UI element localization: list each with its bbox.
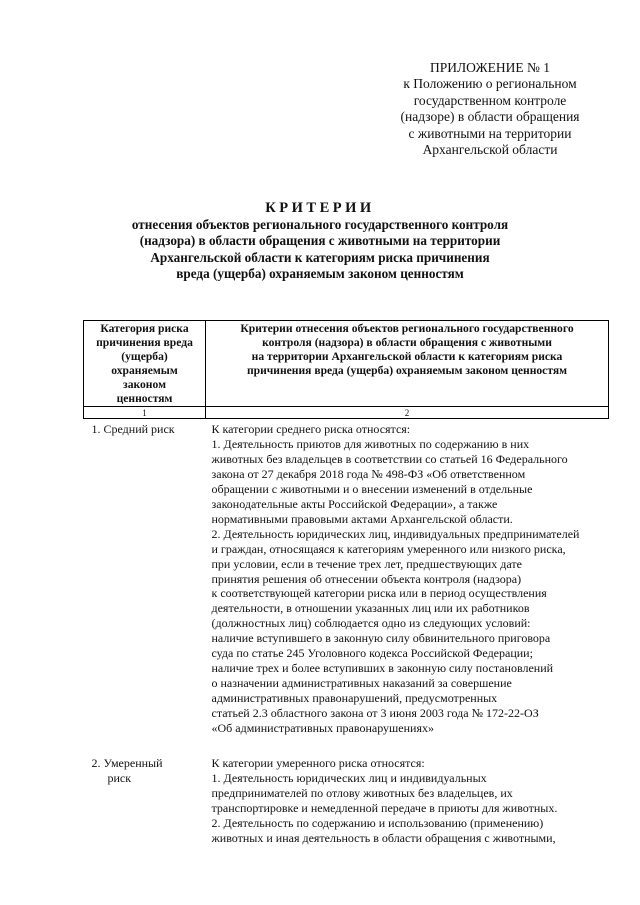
criteria-line: к соответствующей категории риска или в период осуществления bbox=[211, 586, 547, 601]
header-line: контроля (надзора) в области обращения с животными bbox=[262, 335, 552, 349]
header-criteria bbox=[206, 321, 609, 407]
annex-line: с животными на территории bbox=[408, 125, 572, 141]
document-title: КРИТЕРИИ bbox=[265, 200, 375, 216]
annex-heading bbox=[370, 60, 610, 158]
risk-category bbox=[84, 419, 206, 736]
criteria-table bbox=[83, 320, 609, 846]
criteria-line: деятельности, в отношении указанных лиц или их работников bbox=[211, 601, 530, 616]
criteria-line: обращении с животными и о внесении изменений в отдельные bbox=[211, 482, 533, 497]
criteria-line: нормативными правовыми актами Архангельской области. bbox=[211, 511, 513, 526]
criteria-line: административных правонарушений, предусмотренных bbox=[211, 690, 498, 705]
criteria-line: при условии, если в течение трех лет, предшествующих дате bbox=[211, 556, 522, 571]
criteria-line: наличие трех и более вступивших в законную силу постановлений bbox=[211, 660, 554, 675]
criteria-line: 2. Деятельность по содержанию и использованию (применению) bbox=[211, 816, 544, 831]
criteria-line: животных и иная деятельность в области обращения с животными, bbox=[211, 831, 556, 845]
annex-line: ПРИЛОЖЕНИЕ № 1 bbox=[429, 60, 551, 75]
criteria-line: и граждан, относящаяся к категориям умеренного или низкого риска, bbox=[211, 541, 566, 556]
criteria-line: 2. Деятельность юридических лиц, индивидуальных предпринимателей bbox=[211, 526, 580, 541]
header-line: причинения вреда (ущерба) охраняемым законом ценностям bbox=[246, 363, 568, 377]
criteria-line: суда по статье 245 Уголовного кодекса Российской Федерации; bbox=[211, 646, 533, 661]
subtitle-line: Архангельской области к категориям риска причинения bbox=[150, 249, 490, 265]
criteria-line: предпринимателей по отлову животных без владельцев, их bbox=[211, 786, 513, 801]
risk-category bbox=[84, 753, 206, 845]
criteria-line: законодательные акты Российской Федерации», а также bbox=[211, 496, 498, 511]
header-line: Критерии отнесения объектов регионального государственного bbox=[240, 322, 574, 335]
row-spacer bbox=[84, 735, 609, 753]
category-line: риск bbox=[107, 771, 132, 786]
criteria-line: наличие вступившего в законную силу обвинительного приговора bbox=[211, 631, 551, 646]
table-header-row bbox=[84, 321, 609, 407]
criteria-line: К категории среднего риска относятся: bbox=[211, 422, 411, 437]
criteria-line: животных без владельцев в соответствии со статьей 16 Федерального bbox=[211, 452, 568, 467]
table-row bbox=[84, 419, 609, 736]
header-line: охраняемым bbox=[111, 363, 178, 377]
category-line: 1. Средний риск bbox=[91, 422, 175, 437]
column-number: 2 bbox=[206, 407, 609, 419]
criteria-line: транспортировке и немедленной передаче в приюты для животных. bbox=[211, 801, 558, 816]
annex-line: к Положению о региональном bbox=[403, 76, 577, 92]
criteria-line: К категории умеренного риска относятся: bbox=[211, 756, 425, 771]
header-line: ценностям bbox=[116, 391, 173, 405]
annex-line: государственном контроле bbox=[413, 92, 567, 108]
criteria-line: «Об административных правонарушениях» bbox=[211, 720, 434, 735]
annex-line: (надзоре) в области обращения bbox=[400, 109, 580, 125]
category-line: 2. Умеренный bbox=[91, 756, 163, 771]
risk-criteria bbox=[206, 419, 609, 736]
column-number-row bbox=[84, 407, 609, 419]
column-number: 1 bbox=[84, 407, 206, 419]
criteria-line: 1. Деятельность приютов для животных по содержанию в них bbox=[211, 437, 530, 452]
table-row bbox=[84, 753, 609, 845]
spacer-cell bbox=[84, 735, 206, 753]
header-line: на территории Архангельской области к категориям риска bbox=[251, 349, 563, 363]
subtitle-line: (надзора) в области обращения с животными на территории bbox=[139, 233, 501, 249]
header-line: (ущерба) bbox=[121, 349, 168, 363]
criteria-line: принятия решения об отнесении объекта контроля (надзора) bbox=[211, 571, 522, 586]
criteria-line: (должностных лиц) соблюдается одно из следующих условий: bbox=[211, 616, 531, 631]
header-category bbox=[84, 321, 206, 407]
subtitle-line: отнесения объектов регионального государственного контроля bbox=[131, 217, 509, 232]
document-subtitle bbox=[80, 217, 560, 282]
risk-criteria bbox=[206, 753, 609, 845]
subtitle-line: вреда (ущерба) охраняемым законом ценностям bbox=[176, 265, 464, 281]
criteria-line: статьей 2.3 областного закона от 3 июня 2003 года № 172-22-ОЗ bbox=[211, 705, 539, 720]
header-line: Категория риска bbox=[100, 322, 189, 335]
criteria-line: о назначении административных наказаний за совершение bbox=[211, 675, 512, 690]
criteria-line: 1. Деятельность юридических лиц и индивидуальных bbox=[211, 771, 487, 786]
header-line: законом bbox=[123, 377, 166, 391]
annex-line: Архангельской области bbox=[422, 142, 558, 158]
criteria-line: закона от 27 декабря 2018 года № 498-ФЗ «Об ответственном bbox=[211, 467, 526, 482]
header-line: причинения вреда bbox=[96, 335, 193, 349]
spacer-cell bbox=[206, 735, 609, 753]
